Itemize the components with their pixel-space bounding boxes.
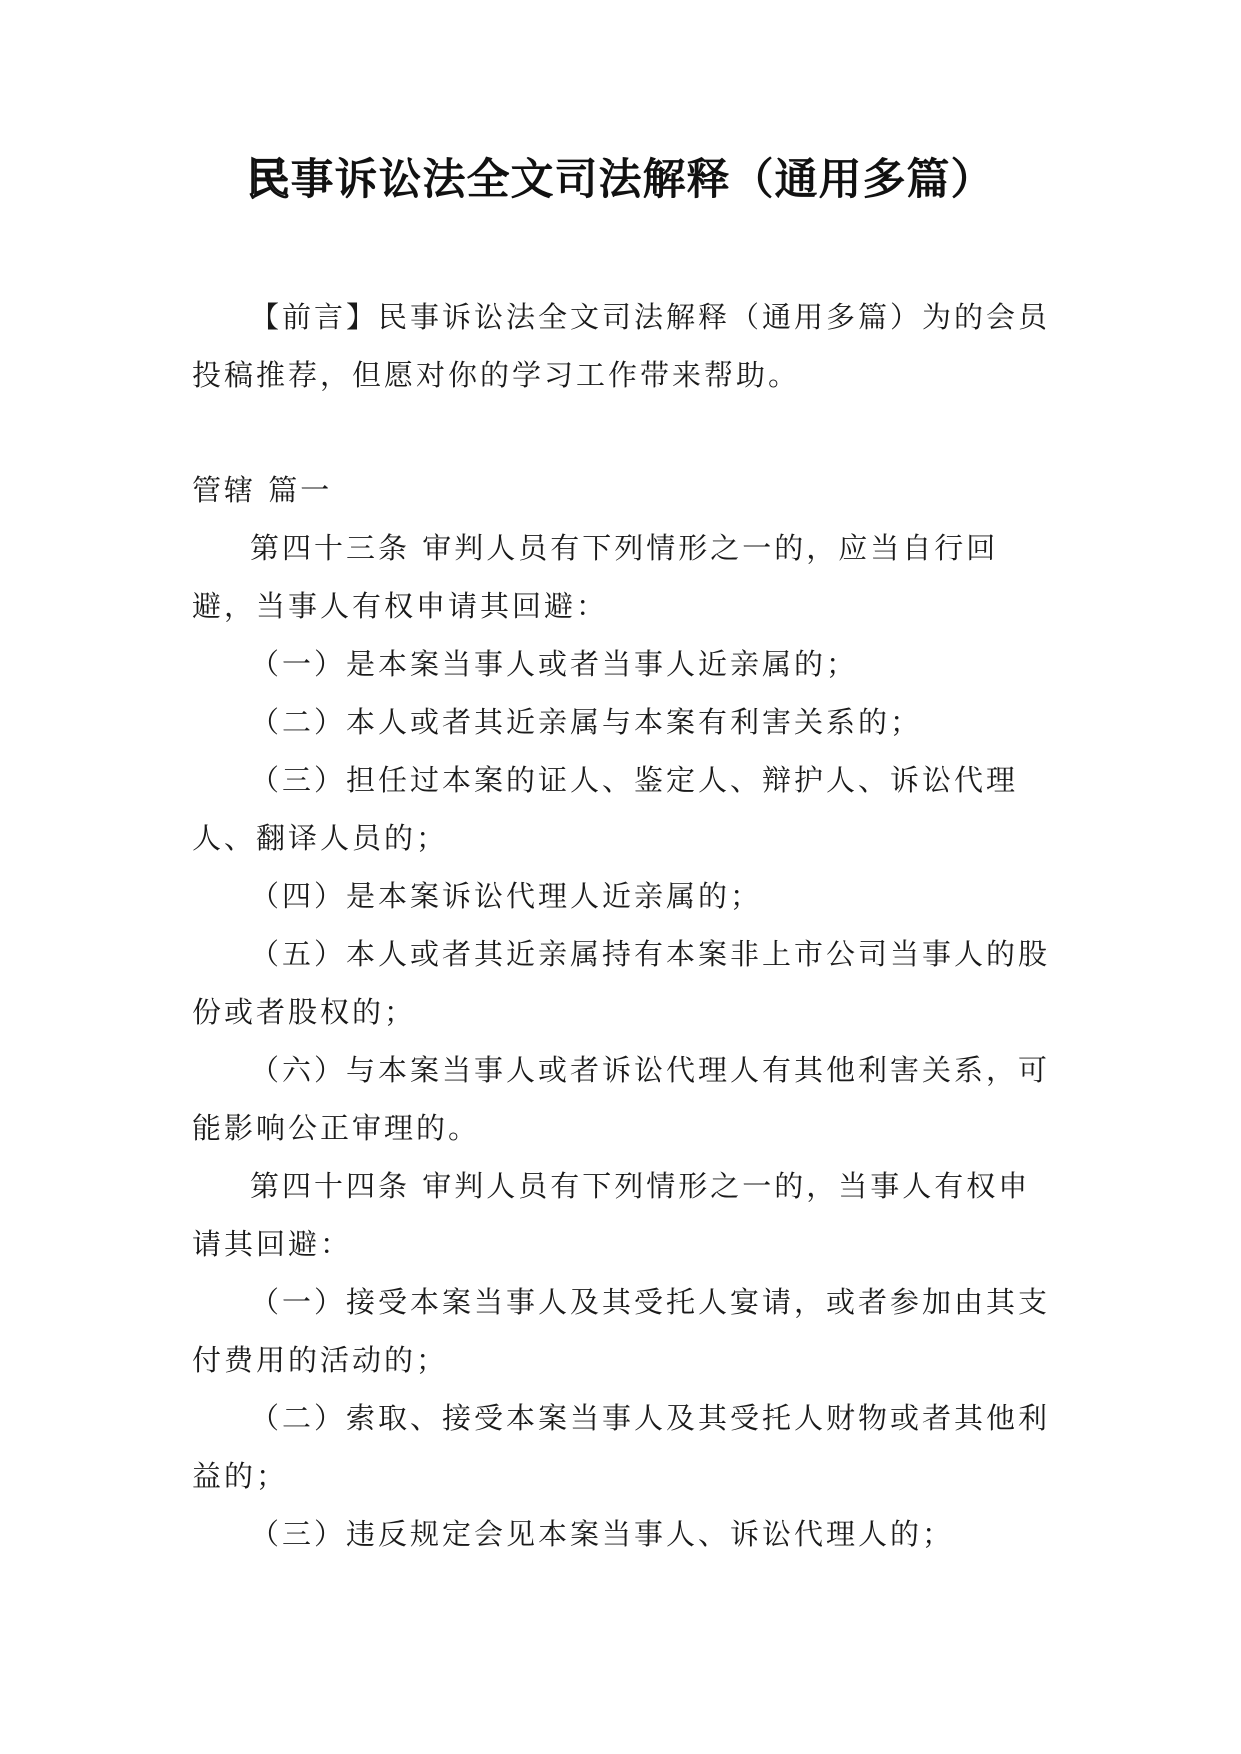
paragraph-item: （四）是本案诉讼代理人近亲属的； (250, 879, 763, 913)
paragraph-item: （三）担任过本案的证人、鉴定人、辩护人、诉讼代理人、翻译人员的； (192, 763, 1019, 855)
preface-block (192, 288, 1052, 404)
preface-paragraph: 【前言】民事诉讼法全文司法解释（通用多篇）为的会员投稿推荐，但愿对你的学习工作带来帮助。 (192, 300, 1051, 392)
paragraph-item: （二）索取、接受本案当事人及其受托人财物或者其他利益的； (192, 1401, 1051, 1493)
title-first-char: 民 (246, 155, 291, 205)
paragraph-article-44: 第四十四条 审判人员有下列情形之一的，当事人有权申请其回避： (192, 1169, 1031, 1261)
section-block (192, 461, 1052, 1563)
document-title (0, 150, 1241, 210)
paragraph-item: （二）本人或者其近亲属与本案有利害关系的； (250, 705, 923, 739)
section-heading: 管辖 篇一 (192, 473, 333, 507)
title-rest: 事诉讼法全文司法解释（通用多篇） (290, 155, 995, 205)
paragraph-item: （五）本人或者其近亲属持有本案非上市公司当事人的股份或者股权的； (192, 937, 1051, 1029)
paragraph-item: （一）接受本案当事人及其受托人宴请，或者参加由其支付费用的活动的； (192, 1285, 1051, 1377)
paragraph-item: （一）是本案当事人或者当事人近亲属的； (250, 647, 859, 681)
paragraph-article-43: 第四十三条 审判人员有下列情形之一的，应当自行回避，当事人有权申请其回避： (192, 531, 999, 623)
paragraph-item: （六）与本案当事人或者诉讼代理人有其他利害关系，可能影响公正审理的。 (192, 1053, 1051, 1145)
paragraph-item: （三）违反规定会见本案当事人、诉讼代理人的； (250, 1517, 955, 1551)
